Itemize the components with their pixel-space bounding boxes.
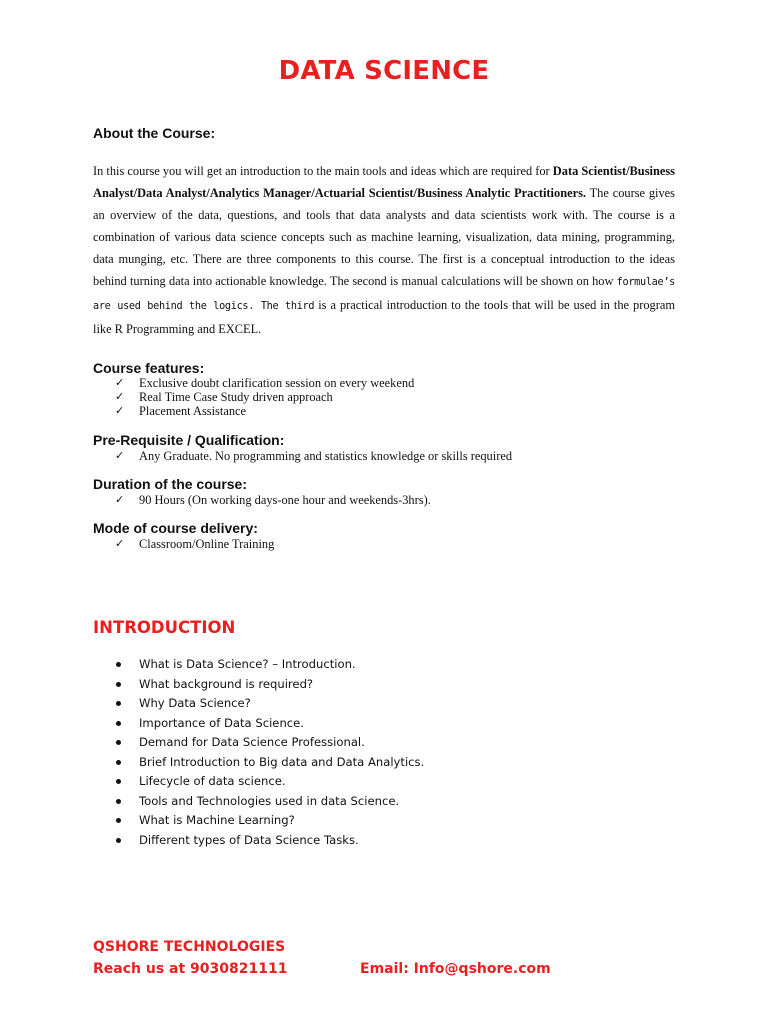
check-mark-icon: ✓ bbox=[115, 449, 125, 462]
check-mark-icon: ✓ bbox=[115, 493, 125, 506]
duration-list bbox=[115, 493, 431, 507]
list-item: Why Data Science? bbox=[115, 694, 424, 714]
about-text-1: In this course you will get an introduction to the main tools and ideas which are required for bbox=[93, 164, 553, 178]
features-heading: Course features: bbox=[93, 360, 205, 376]
list-item: ✓ Real Time Case Study driven approach bbox=[115, 390, 333, 404]
list-item: ✓ Any Graduate. No programming and statistics knowledge or skills required bbox=[115, 449, 513, 463]
list-item: Demand for Data Science Professional. bbox=[115, 733, 424, 753]
list-item: Brief Introduction to Big data and Data Analytics. bbox=[115, 753, 424, 773]
footer-phone: Reach us at 9030821111 bbox=[93, 961, 288, 977]
introduction-list bbox=[115, 655, 424, 850]
list-item: ✓ Placement Assistance bbox=[115, 404, 247, 418]
list-item: ✓ Classroom/Online Training bbox=[115, 537, 275, 551]
footer-company: QSHORE TECHNOLOGIES bbox=[93, 939, 286, 955]
list-item: What is Machine Learning? bbox=[115, 811, 424, 831]
list-item: What is Data Science? – Introduction. bbox=[115, 655, 424, 675]
list-item: ✓ 90 Hours (On working days-one hour and weekends-3hrs). bbox=[115, 493, 431, 507]
about-heading: About the Course: bbox=[93, 125, 216, 141]
mode-list bbox=[115, 537, 274, 551]
page-title: DATA SCIENCE bbox=[278, 56, 490, 86]
list-item: What background is required? bbox=[115, 675, 424, 695]
introduction-heading: INTRODUCTION bbox=[93, 618, 236, 637]
prereq-heading: Pre-Requisite / Qualification: bbox=[93, 432, 285, 448]
list-item: ✓ Exclusive doubt clarification session on every weekend bbox=[115, 376, 415, 390]
check-mark-icon: ✓ bbox=[115, 537, 125, 550]
duration-heading: Duration of the course: bbox=[93, 476, 248, 492]
check-mark-icon: ✓ bbox=[115, 376, 125, 389]
footer-email: Email: Info@qshore.com bbox=[360, 961, 551, 977]
mode-heading: Mode of course delivery: bbox=[93, 520, 258, 536]
about-paragraph bbox=[93, 160, 675, 340]
list-item: Lifecycle of data science. bbox=[115, 772, 424, 792]
check-mark-icon: ✓ bbox=[115, 390, 125, 403]
about-text-3: is a practical introduction to the tools that will be used in the program like R Programming and EXCEL. bbox=[93, 298, 675, 336]
about-text-2: The course gives an overview of the data, questions, and tools that data analysts and data scientists work with. The course is a combination of various data science concepts such as machine learning, visualization, data mining, programming, data munging, etc. There are three components to this course. The first is a conceptual introduction to the ideas behind turning data into actionable knowledge. The second is manual calculations will be shown on how bbox=[93, 186, 675, 288]
features-list bbox=[115, 376, 414, 418]
list-item: Tools and Technologies used in data Science. bbox=[115, 792, 424, 812]
prereq-list bbox=[115, 449, 512, 463]
check-mark-icon: ✓ bbox=[115, 404, 125, 417]
list-item: Different types of Data Science Tasks. bbox=[115, 831, 424, 851]
about-text-roles: Data Scientist/Business Analyst/Data Analyst/Analytics Manager/Actuarial Scientist/Business Analytic Practitioners. bbox=[93, 164, 676, 200]
about-text-alt: formulae’s are used behind the logics. The third bbox=[93, 277, 675, 312]
list-item: Importance of Data Science. bbox=[115, 714, 424, 734]
